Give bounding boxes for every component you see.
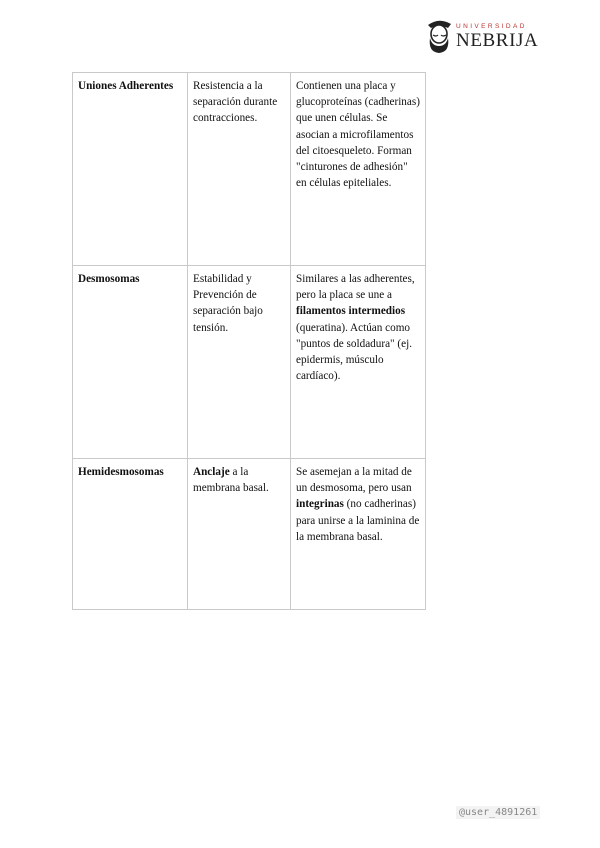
bold-text: integrinas — [296, 498, 344, 511]
table-row — [73, 266, 426, 459]
text-segment: Estabilidad y Prevención de separación bajo tensión. — [193, 273, 263, 334]
junction-term-cell: Desmosomas — [73, 266, 188, 459]
text-segment: Resistencia a la separación durante contracciones. — [193, 80, 278, 125]
cell-junctions-table — [72, 72, 426, 610]
junction-function-cell — [188, 266, 291, 459]
junction-description-cell — [291, 459, 426, 610]
junction-description-cell — [291, 266, 426, 459]
junction-function-cell — [188, 73, 291, 266]
text-segment: Similares a las adherentes, pero la placa se une a — [296, 273, 415, 302]
bold-text: filamentos intermedios — [296, 305, 406, 318]
nebrija-portrait-icon — [424, 16, 454, 54]
junction-term-cell: Hemidesmosomas — [73, 459, 188, 610]
junction-function-cell — [188, 459, 291, 610]
text-segment: Contienen una placa y glucoproteínas (cadherinas) que unen células. Se asocian a microfilamentos del citoesqueleto. Forman "cinturones de adhesión" en células epiteliales. — [296, 80, 420, 190]
table-row — [73, 73, 426, 266]
bold-text: Anclaje — [193, 466, 230, 478]
table-row — [73, 459, 426, 610]
nebrija-logo — [424, 16, 544, 56]
junction-description-cell — [291, 73, 426, 266]
logo-university-label: UNIVERSIDAD — [456, 23, 527, 30]
user-watermark: @user_4891261 — [456, 806, 540, 819]
logo-name: NEBRIJA — [456, 30, 539, 51]
text-segment: (queratina). Actúan como "puntos de soldadura" (ej. epidermis, músculo cardíaco). — [296, 321, 413, 383]
text-segment: Se asemejan a la mitad de un desmosoma, pero usan — [296, 466, 412, 495]
text-segment: a la membrana basal. — [193, 466, 269, 495]
text-segment: (no cadherinas) para unirse a la laminina de la membrana basal. — [296, 498, 420, 543]
junction-term-cell: Uniones Adherentes — [73, 73, 188, 266]
